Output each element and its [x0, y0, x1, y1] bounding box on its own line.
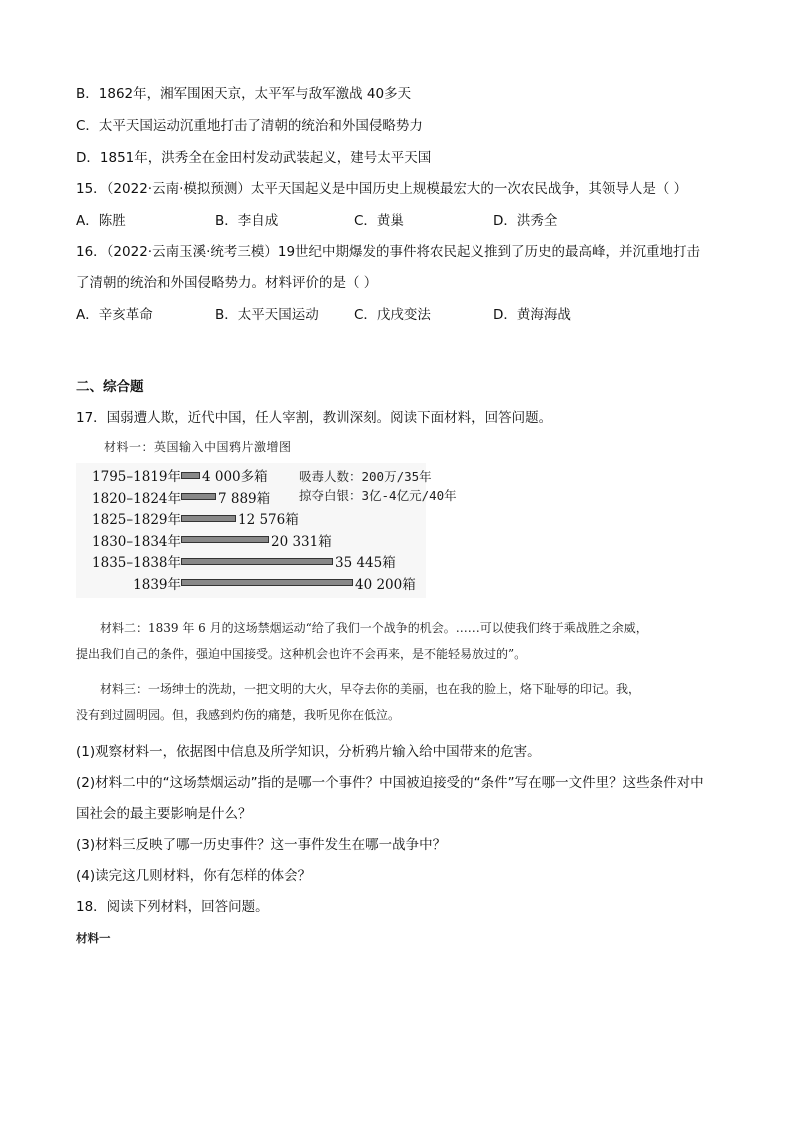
material3 — [76, 676, 716, 728]
material1-title: 材料一：英国输入中国鸦片激增图 — [104, 440, 292, 454]
bar-row — [76, 551, 396, 571]
bar-category-label: 1835–1838年 — [92, 555, 181, 571]
q15-option-d: D．洪秀全 — [493, 213, 558, 229]
bar-value-label: 7 889箱 — [218, 490, 271, 507]
bar-value-label: 35 445箱 — [335, 555, 396, 571]
bar-row — [76, 573, 416, 593]
bar — [181, 515, 236, 522]
material2-line2: 提出我们自己的条件，强迫中国接受。这种机会也许不会再来，是不能轻易放过的”。 — [76, 647, 527, 661]
q16-stem-line1: 16．（2022·云南玉溪·统考三模）19世纪中期爆发的事件将农民起义推到了历史的最高峰，并沉重地打击 — [76, 244, 701, 260]
material3-line2: 没有到过圆明园。但，我感到灼伤的痛楚，我听见你在低泣。 — [76, 708, 401, 722]
stat-silver: 掠夺白银：3亿-4亿元/40年 — [299, 488, 457, 503]
section-heading: 二、综合题 — [76, 379, 144, 395]
bar-category-label: 1839年 — [133, 576, 181, 593]
q17-sub1: (1)观察材料一，依据图中信息及所学知识，分析鸦片输入给中国带来的危害。 — [76, 744, 541, 760]
q16-stem-line2: 了清朝的统治和外国侵略势力。材料评价的是（ ） — [76, 275, 378, 291]
bar-category-label: 1795–1819年 — [92, 469, 181, 485]
q15-option-c: C．黄巢 — [354, 213, 404, 229]
bar — [181, 579, 353, 586]
bar — [181, 558, 333, 565]
q16-option-a: A．辛亥革命 — [76, 307, 153, 323]
bar — [181, 493, 216, 500]
material2-line1: 材料二：1839 年 6 月的这场禁烟运动“给了我们一个战争的机会。……可以使我们终于乘战胜之余威， — [100, 621, 648, 635]
bar-row — [76, 487, 270, 507]
q17-sub3: (3)材料三反映了哪一历史事件？这一事件发生在哪一战争中？ — [76, 837, 447, 853]
q17-sub2-line1: (2)材料二中的“这场禁烟运动”指的是哪一个事件？中国被迫接受的“条件”写在哪一文件里？这些条件对中 — [76, 775, 704, 791]
option-c: C．太平天国运动沉重地打击了清朝的统治和外国侵略势力 — [76, 118, 423, 134]
q16-option-d: D．黄海海战 — [493, 307, 571, 323]
q15-option-b: B．李自成 — [215, 213, 279, 229]
bar-value-label: 20 331箱 — [271, 533, 332, 550]
bar-value-label: 40 200箱 — [355, 576, 416, 593]
bar-category-label: 1830–1834年 — [92, 533, 181, 550]
bar-value-label: 12 576箱 — [238, 512, 299, 528]
option-b: B．1862年，湘军围困天京，太平军与敌军激战 40多天 — [76, 86, 412, 102]
bar — [181, 472, 200, 479]
q18-stem: 18．阅读下列材料，回答问题。 — [76, 899, 269, 915]
bar-value-label: 4 000多箱 — [202, 469, 268, 485]
q17-sub4: (4)读完这几则材料，你有怎样的体会？ — [76, 868, 312, 884]
bar — [181, 536, 269, 543]
stat-addicts: 吸毒人数：200万/35年 — [299, 469, 432, 484]
q16-options — [76, 303, 632, 323]
bar-row — [76, 508, 299, 528]
material2 — [76, 615, 716, 667]
q16-option-c: C．戊戌变法 — [354, 307, 431, 323]
option-d: D．1851年，洪秀全在金田村发动武装起义，建号太平天国 — [76, 150, 432, 166]
material3-line1: 材料三：一场绅士的洗劫，一把文明的大火，早夺去你的美丽，也在我的脸上，烙下耻辱的印记。我， — [100, 682, 641, 696]
q15-options — [76, 209, 632, 229]
q18-material1-label: 材料一 — [76, 931, 111, 945]
q15-option-a: A．陈胜 — [76, 213, 126, 229]
bar-row — [76, 530, 332, 550]
q16-option-b: B．太平天国运动 — [215, 307, 319, 323]
bar-category-label: 1825–1829年 — [92, 512, 181, 528]
bar-category-label: 1820–1824年 — [92, 490, 181, 507]
q15-stem: 15．（2022·云南·模拟预测）太平天国起义是中国历史上规模最宏大的一次农民战争，其领导人是（ ） — [76, 181, 688, 197]
bar-row — [76, 465, 268, 485]
q17-sub2-line2: 国社会的最主要影响是什么？ — [76, 806, 252, 822]
q17-stem: 17．国弱遭人欺，近代中国，任人宰割，教训深刻。阅读下面材料，回答问题。 — [76, 410, 553, 426]
